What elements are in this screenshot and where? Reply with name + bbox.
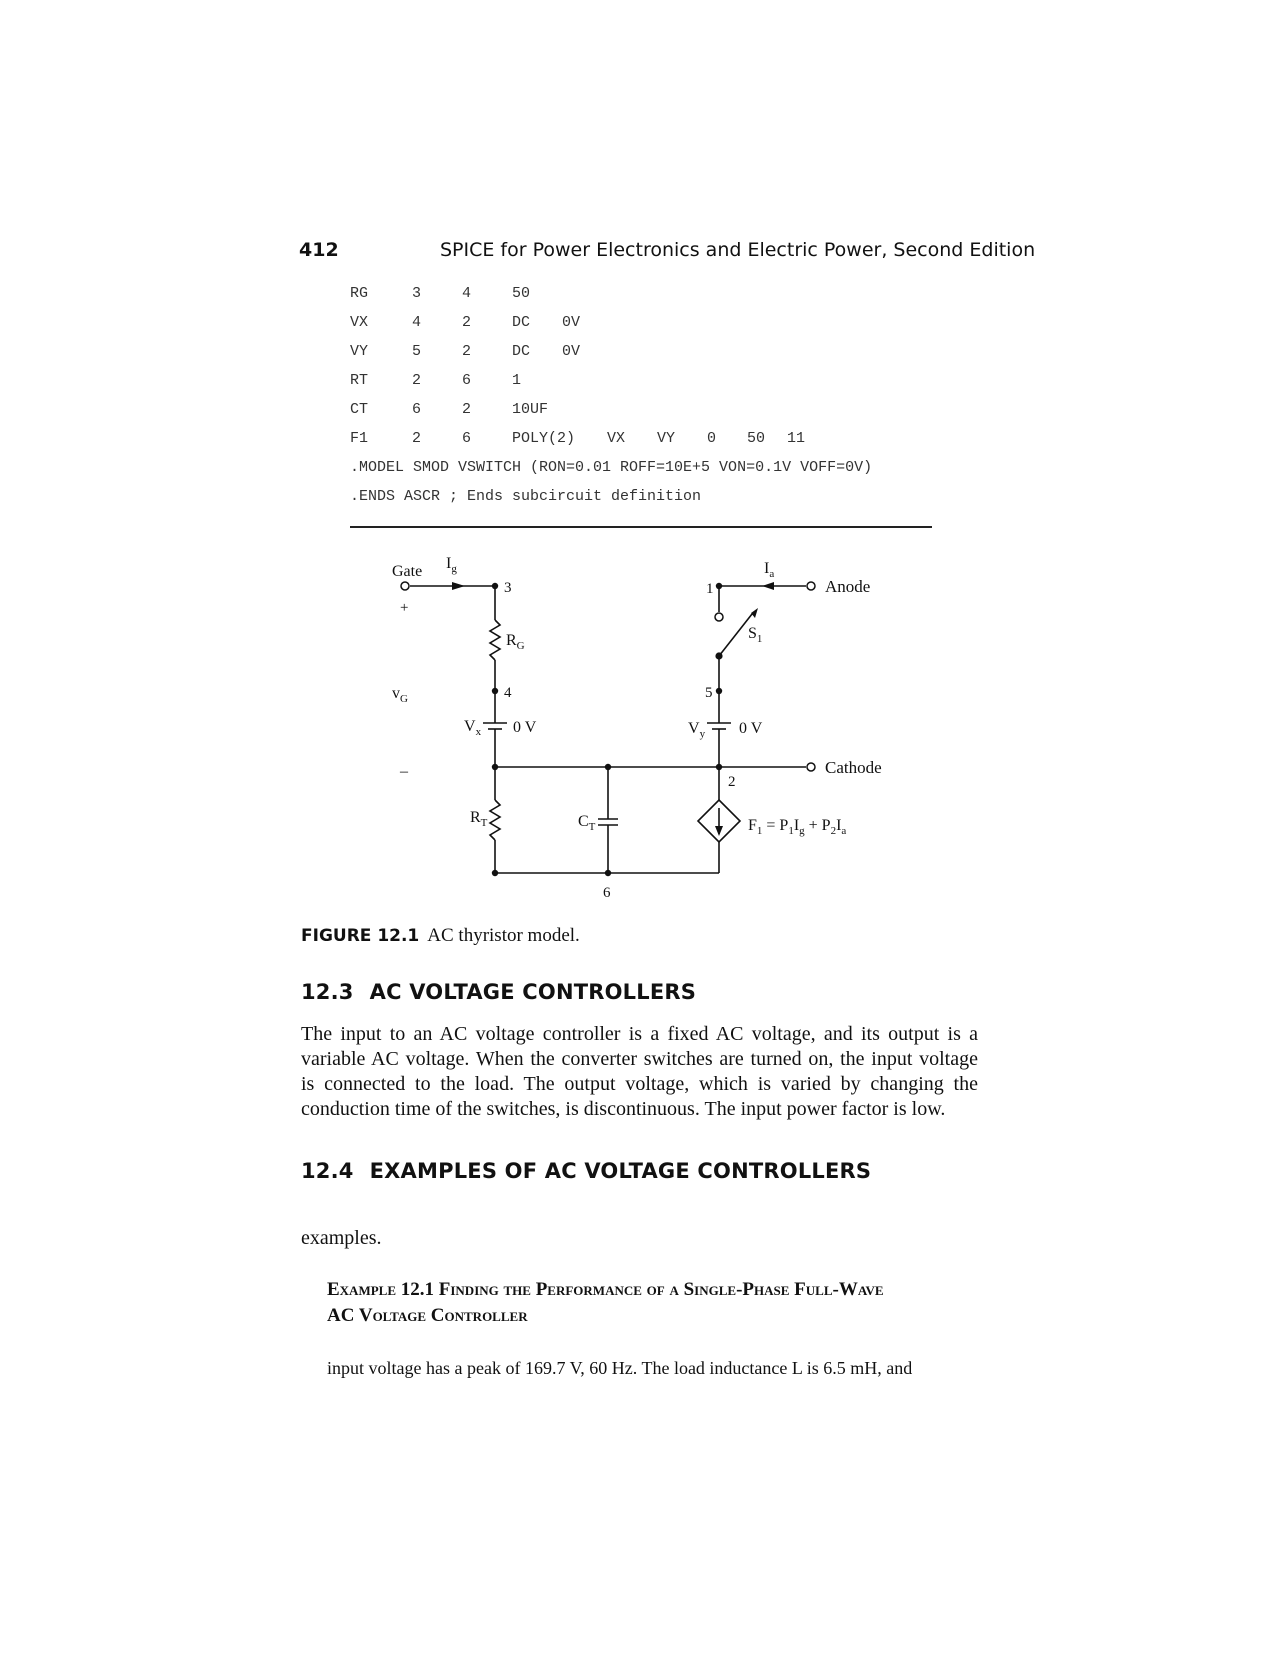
vy-label: $V_y$ <box>688 720 706 740</box>
node-1-label: 1 <box>706 581 714 597</box>
figure-caption-label: FIGURE 12.1 <box>301 926 420 946</box>
figure-caption <box>301 925 580 947</box>
section-12-4-text: examples. <box>301 1227 382 1249</box>
s1-label: $S_1$ <box>748 625 763 645</box>
anode-label: Anode <box>825 577 871 596</box>
rg-label: $R_G$ <box>506 632 525 652</box>
page-number: 412 <box>299 239 339 261</box>
gate-voltage-label: $v_G$ <box>392 685 408 705</box>
gate-minus-label: – <box>400 763 408 780</box>
ct-label: $C_T$ <box>578 813 596 833</box>
section-12-3-paragraph: The input to an AC voltage controller is a fixed AC voltage, and its output is a variable AC voltage. When the converter switches are turned on, the input voltage is connected to the load. The output voltage, which is varied by changing the conduction time of the switches, is discontinuous. The input power factor is low. <box>301 1023 978 1120</box>
section-heading-12-4: 12.4 EXAMPLES OF AC VOLTAGE CONTROLLERS <box>301 1159 872 1183</box>
cathode-label: Cathode <box>825 758 882 777</box>
node-3-label: 3 <box>504 580 512 596</box>
node-4-label: 4 <box>504 685 512 701</box>
gate-label: Gate <box>392 563 423 580</box>
vx-value: 0 V <box>513 719 537 736</box>
f1-equation: $F_1 = P_1I_g + P_2I_a$ <box>748 817 847 837</box>
example-title: Example 12.1 Finding the Performance of a Single-Phase Full-Wave AC Voltage Controller <box>327 1279 884 1326</box>
section-heading-12-3: 12.3 AC VOLTAGE CONTROLLERS <box>301 980 697 1004</box>
anode-current-label: $I_a$ <box>764 560 775 580</box>
example-body-text: input voltage has a peak of 169.7 V, 60 Hz. The load inductance L is 6.5 mH, and <box>327 1358 913 1378</box>
gate-plus-label: + <box>400 600 409 616</box>
running-title: SPICE for Power Electronics and Electric Power, Second Edition <box>440 239 1036 261</box>
vx-label: $V_x$ <box>464 718 482 738</box>
node-5-label: 5 <box>705 685 713 701</box>
figure-caption-text: AC thyristor model. <box>427 925 580 946</box>
node-6-label: 6 <box>603 885 611 901</box>
rt-label: $R_T$ <box>470 809 488 829</box>
gate-current-label: $I_g$ <box>446 555 457 575</box>
node-2-label: 2 <box>728 774 736 790</box>
vy-value: 0 V <box>739 720 763 737</box>
